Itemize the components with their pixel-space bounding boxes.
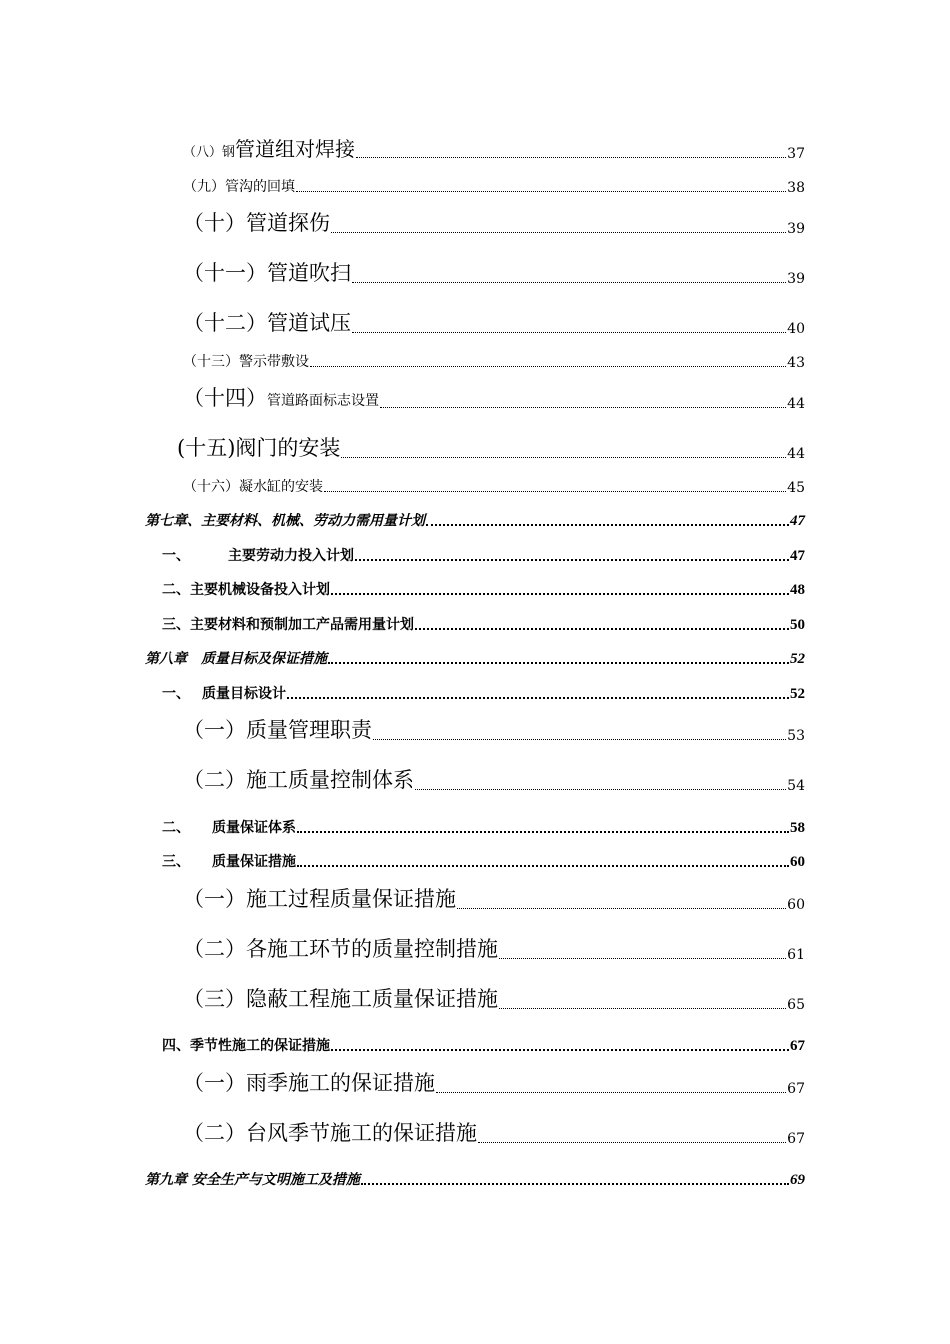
dot-leader (324, 491, 786, 492)
toc-section-entry[interactable] (162, 683, 805, 703)
toc-entry-title: （一）雨季施工的保证措施 (183, 1071, 435, 1095)
dot-leader (328, 662, 789, 664)
dot-leader (415, 628, 789, 630)
toc-entry-prefix: （十四） (183, 386, 267, 410)
toc-entry-title: （九）管沟的回填 (183, 179, 295, 195)
toc-entry[interactable] (183, 985, 805, 1013)
toc-entry-page: 45 (787, 480, 805, 496)
toc-entry-page: 39 (787, 271, 805, 287)
toc-entry-title: （二）台风季节施工的保证措施 (183, 1121, 477, 1145)
dot-leader (331, 232, 786, 233)
toc-entry-title: 第七章、主要材料、机械、劳动力需用量计划 (145, 513, 425, 529)
dot-leader (373, 739, 786, 740)
toc-entry-number: 二、 (162, 820, 190, 836)
toc-chapter-entry[interactable] (145, 1169, 805, 1189)
dot-leader (436, 1092, 786, 1093)
toc-chapter-entry[interactable] (145, 648, 805, 668)
toc-entry-page: 50 (790, 617, 805, 633)
toc-chapter-entry[interactable] (145, 510, 805, 530)
toc-entry-title: 主要劳动力投入计划 (228, 548, 354, 564)
toc-entry-page: 54 (787, 778, 805, 794)
toc-entry[interactable] (183, 716, 805, 744)
toc-entry[interactable] (183, 176, 805, 196)
toc-entry-page: 61 (787, 947, 805, 963)
toc-entry-page: 58 (790, 820, 805, 836)
toc-entry-page: 52 (790, 686, 805, 702)
toc-entry-page: 39 (787, 221, 805, 237)
toc-entry-page: 43 (787, 355, 805, 371)
toc-entry-page: 44 (787, 396, 805, 412)
toc-entry-page: 52 (790, 651, 805, 667)
toc-entry-page: 38 (787, 180, 805, 196)
toc-entry-title: 质量保证措施 (212, 854, 296, 870)
toc-entry-title: 三、主要材料和预制加工产品需用量计划 (162, 617, 414, 633)
toc-section-entry[interactable] (162, 817, 805, 837)
dot-leader (297, 831, 789, 833)
dot-leader (310, 366, 786, 367)
dot-leader (457, 908, 786, 909)
toc-entry-title: （十六）凝水缸的安装 (183, 479, 323, 495)
toc-entry-page: 44 (787, 446, 805, 462)
dot-leader (331, 593, 789, 595)
toc-entry-page: 40 (787, 321, 805, 337)
toc-entry-number: 三、 (162, 854, 190, 870)
toc-entry-page: 53 (787, 728, 805, 744)
dot-leader (356, 157, 786, 158)
toc-entry-title: (十五)阀门的安装 (177, 436, 341, 460)
toc-entry-title: 第九章 安全生产与文明施工及措施 (145, 1172, 360, 1188)
toc-entry[interactable] (183, 1069, 805, 1097)
toc-entry-title: （十三）警示带敷设 (183, 354, 309, 370)
toc-entry-page: 67 (787, 1081, 805, 1097)
toc-entry-page: 47 (790, 548, 805, 564)
toc-entry[interactable] (183, 351, 805, 371)
dot-leader (287, 697, 789, 699)
dot-leader (297, 865, 789, 867)
toc-entry[interactable] (183, 766, 805, 794)
dot-leader (499, 1008, 786, 1009)
toc-entry[interactable] (183, 259, 805, 287)
toc-entry[interactable] (183, 136, 805, 162)
toc-entry-page: 69 (790, 1172, 805, 1188)
toc-entry-number: 一、 (162, 548, 190, 564)
toc-entry-prefix: （八）钢 (183, 145, 236, 160)
dot-leader (296, 191, 786, 192)
toc-entry-title: 四、季节性施工的保证措施 (162, 1038, 330, 1054)
toc-entry-title: 质量保证体系 (212, 820, 296, 836)
toc-entry-page: 37 (787, 146, 805, 162)
toc-entry[interactable] (177, 434, 805, 462)
toc-entry-title: （二）各施工环节的质量控制措施 (183, 937, 498, 961)
toc-entry-page: 65 (787, 997, 805, 1013)
toc-entry-title: （三）隐蔽工程施工质量保证措施 (183, 987, 498, 1011)
toc-entry-title: （十二）管道试压 (183, 311, 351, 335)
dot-leader (426, 524, 789, 526)
toc-entry[interactable] (183, 385, 805, 412)
toc-entry-number: 一、 (162, 686, 190, 702)
toc-entry-title: （二）施工质量控制体系 (183, 768, 414, 792)
toc-section-entry[interactable] (162, 614, 805, 634)
dot-leader (355, 559, 789, 561)
toc-entry-page: 67 (787, 1131, 805, 1147)
toc-entry-page: 48 (790, 582, 805, 598)
toc-entry[interactable] (183, 1119, 805, 1147)
dot-leader (499, 958, 786, 959)
dot-leader (478, 1142, 786, 1143)
toc-section-entry[interactable] (162, 851, 805, 871)
toc-entry-title: （十）管道探伤 (183, 211, 330, 235)
toc-section-entry[interactable] (162, 579, 805, 599)
toc-entry-title: 二、主要机械设备投入计划 (162, 582, 330, 598)
toc-entry[interactable] (183, 209, 805, 237)
toc-entry-page: 60 (787, 897, 805, 913)
toc-entry-page: 67 (790, 1038, 805, 1054)
toc-entry-page: 60 (790, 854, 805, 870)
dot-leader (415, 789, 786, 790)
toc-entry-title: 管道路面标志设置 (267, 393, 379, 409)
toc-entry-page: 47 (790, 513, 805, 529)
toc-entry[interactable] (183, 309, 805, 337)
dot-leader (380, 407, 786, 408)
toc-entry-title: （一）质量管理职责 (183, 718, 372, 742)
toc-entry-title: 第八章 质量目标及保证措施 (145, 651, 327, 667)
toc-entry-title: （十一）管道吹扫 (183, 261, 351, 285)
dot-leader (352, 332, 786, 333)
toc-entry[interactable] (183, 935, 805, 963)
dot-leader (331, 1049, 789, 1051)
toc-section-entry[interactable] (162, 545, 805, 565)
dot-leader (352, 282, 786, 283)
dot-leader (361, 1183, 789, 1185)
toc-entry-title: （一）施工过程质量保证措施 (183, 887, 456, 911)
toc-entry[interactable] (183, 476, 805, 496)
toc-entry[interactable] (183, 885, 805, 913)
toc-entry-title: 质量目标设计 (202, 686, 286, 702)
dot-leader (341, 457, 786, 458)
toc-entry-title: 管道组对焊接 (235, 137, 356, 161)
toc-section-entry[interactable] (162, 1035, 805, 1055)
